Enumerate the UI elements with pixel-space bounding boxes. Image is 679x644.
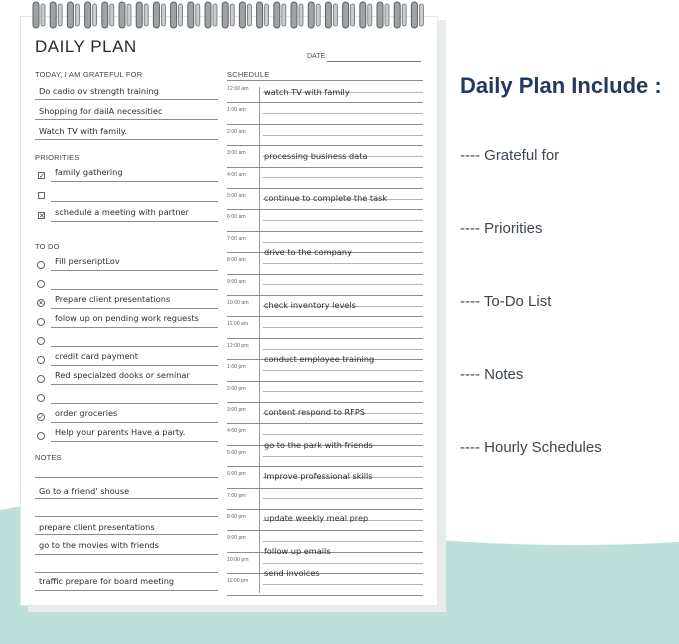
schedule-half-line bbox=[263, 263, 423, 264]
schedule-entry: conduct employee training bbox=[264, 354, 375, 364]
todo-line bbox=[51, 346, 218, 347]
todo-line bbox=[51, 365, 218, 366]
spiral-coil bbox=[291, 2, 297, 28]
time-label: 11:00 pm bbox=[227, 578, 249, 585]
todo-line bbox=[51, 270, 218, 271]
notes-line bbox=[35, 590, 218, 591]
schedule-hour-line bbox=[227, 145, 423, 146]
todo-item: Red specialzed dooks or seminar bbox=[55, 370, 190, 380]
schedule-half-line bbox=[263, 498, 423, 499]
todo-item: credit card payment bbox=[55, 351, 139, 361]
spiral-coil bbox=[50, 2, 56, 28]
schedule-half-line bbox=[263, 349, 423, 350]
spiral-coil bbox=[179, 4, 183, 26]
spiral-coil bbox=[119, 2, 125, 28]
todo-item: Help your parents Have a party. bbox=[55, 427, 186, 437]
schedule-entry: go to the park with friends bbox=[264, 440, 373, 450]
grateful-item: Watch TV with family. bbox=[39, 126, 127, 136]
schedule-hour-line bbox=[227, 231, 423, 232]
schedule-entry: update weekly meal prep bbox=[264, 513, 369, 523]
priority-checkbox[interactable]: ✓ bbox=[39, 172, 45, 180]
schedule-hour-line bbox=[227, 423, 423, 424]
notes-line bbox=[35, 554, 218, 555]
time-label: 3:00 pm bbox=[227, 407, 246, 413]
spiral-coil bbox=[85, 2, 91, 28]
spiral-coil bbox=[58, 4, 62, 26]
schedule-entry: follow up emails bbox=[264, 546, 331, 556]
spiral-coil bbox=[394, 2, 400, 28]
todo-checkbox[interactable] bbox=[37, 318, 45, 326]
priority-line bbox=[51, 201, 218, 202]
todo-line bbox=[51, 422, 218, 423]
schedule-heading: SCHEDULE bbox=[227, 70, 270, 79]
todo-checkbox[interactable] bbox=[37, 356, 45, 364]
todo-line bbox=[51, 441, 218, 442]
time-label: 5:00 pm bbox=[227, 449, 246, 456]
schedule-divider bbox=[259, 87, 260, 593]
notes-line bbox=[35, 477, 218, 478]
spiral-coil bbox=[360, 2, 366, 28]
spiral-coil bbox=[110, 4, 114, 26]
spiral-coil bbox=[411, 2, 417, 28]
schedule-entry: Improve professional skills bbox=[264, 471, 373, 481]
schedule-hour-line bbox=[227, 124, 423, 125]
spiral-coil bbox=[161, 4, 165, 26]
time-label: 6:00 pm bbox=[227, 471, 246, 478]
schedule-entry: send invoices bbox=[264, 568, 320, 578]
schedule-half-line bbox=[263, 113, 423, 114]
daily-plan-page bbox=[20, 16, 438, 606]
schedule-hour-line bbox=[227, 295, 423, 296]
schedule-top-line bbox=[227, 80, 423, 81]
schedule-half-line bbox=[263, 177, 423, 178]
todo-checkbox[interactable] bbox=[37, 337, 45, 345]
schedule-half-line bbox=[263, 370, 423, 371]
time-label: 4:00 am bbox=[227, 171, 246, 178]
todo-line bbox=[51, 308, 218, 309]
spiral-coil bbox=[257, 2, 263, 28]
spiral-coil bbox=[274, 2, 280, 28]
todo-line bbox=[51, 384, 218, 385]
schedule-hour-line bbox=[227, 595, 423, 596]
spiral-coil bbox=[188, 2, 194, 28]
spiral-coil bbox=[419, 4, 423, 26]
spiral-coil bbox=[75, 4, 79, 26]
spiral-coil bbox=[136, 2, 142, 28]
spiral-coil bbox=[102, 2, 108, 28]
time-label: 8:00 pm bbox=[227, 514, 246, 520]
sidebar-item: ---- To-Do List bbox=[460, 293, 552, 310]
schedule-half-line bbox=[263, 456, 423, 457]
spiral-coil bbox=[385, 4, 389, 26]
time-label: 5:00 am bbox=[227, 193, 246, 199]
schedule-entry: drive to the company bbox=[264, 247, 352, 257]
schedule-hour-line bbox=[227, 402, 423, 403]
note-item: traffic prepare for board meeting bbox=[39, 576, 175, 586]
spiral-coil bbox=[368, 4, 372, 26]
spiral-coil bbox=[377, 2, 383, 28]
schedule-half-line bbox=[263, 284, 423, 285]
schedule-hour-line bbox=[227, 209, 423, 210]
spiral-coil bbox=[308, 2, 314, 28]
spiral-coil bbox=[222, 2, 228, 28]
todo-checkbox[interactable]: ✓ bbox=[38, 413, 44, 421]
schedule-half-line bbox=[263, 242, 423, 243]
schedule-half-line bbox=[263, 584, 423, 585]
sidebar-item: ---- Hourly Schedules bbox=[460, 439, 602, 456]
notes-line bbox=[35, 498, 218, 499]
todo-item: order groceries bbox=[55, 408, 118, 418]
grateful-item: Shopping for dailA necessitiec bbox=[39, 106, 163, 116]
spiral-coil bbox=[127, 4, 131, 26]
sidebar-item: ---- Grateful for bbox=[460, 147, 560, 164]
todo-checkbox[interactable] bbox=[37, 280, 45, 288]
sidebar-title: Daily Plan Include : bbox=[460, 73, 662, 98]
todo-item: Fill perseriptLov bbox=[55, 256, 120, 266]
time-label: 10:00 pm bbox=[227, 556, 249, 563]
spiral-coil bbox=[144, 4, 148, 26]
grateful-heading: TODAY, I AM GRATEFUL FOR bbox=[35, 70, 143, 79]
time-label: 6:00 am bbox=[227, 214, 246, 221]
notes-line bbox=[35, 534, 218, 535]
schedule-half-line bbox=[263, 327, 423, 328]
time-label: 1:00 pm bbox=[227, 364, 246, 371]
date-line bbox=[327, 61, 421, 62]
spiral-coil bbox=[93, 4, 97, 26]
schedule-hour-line bbox=[227, 381, 423, 382]
schedule-half-line bbox=[263, 391, 423, 392]
priority-line bbox=[51, 181, 218, 182]
priority-checkbox[interactable] bbox=[38, 192, 45, 199]
time-label: 10:00 am bbox=[227, 300, 249, 306]
time-label: 11:00 am bbox=[227, 321, 249, 328]
spiral-coil bbox=[265, 4, 269, 26]
sidebar-item: ---- Priorities bbox=[460, 220, 543, 237]
schedule-entry: continue to complete the task bbox=[264, 193, 388, 203]
grateful-line bbox=[35, 119, 218, 120]
schedule-hour-line bbox=[227, 338, 423, 339]
grateful-item: Do cadio ov strength training bbox=[39, 86, 159, 96]
schedule-half-line bbox=[263, 563, 423, 564]
spiral-coil bbox=[213, 4, 217, 26]
todo-heading: TO DO bbox=[35, 242, 60, 251]
time-label: 2:00 pm bbox=[227, 385, 246, 392]
spiral-coil bbox=[247, 4, 251, 26]
time-label: 9:00 pm bbox=[227, 535, 246, 542]
schedule-hour-line bbox=[227, 488, 423, 489]
spiral-binding bbox=[30, 0, 430, 30]
time-label: 2:00 am bbox=[227, 128, 246, 135]
spiral-coil bbox=[402, 4, 406, 26]
note-item: Go to a friend' shouse bbox=[39, 486, 130, 496]
spiral-coil bbox=[230, 4, 234, 26]
schedule-hour-line bbox=[227, 102, 423, 103]
time-label: 4:00 pm bbox=[227, 428, 246, 435]
spiral-coil bbox=[333, 4, 337, 26]
priority-item: family gathering bbox=[55, 167, 123, 177]
schedule-half-line bbox=[263, 135, 423, 136]
spiral-coil bbox=[299, 4, 303, 26]
schedule-hour-line bbox=[227, 509, 423, 510]
spiral-coil bbox=[351, 4, 355, 26]
time-label: 3:00 am bbox=[227, 150, 246, 157]
spiral-coil bbox=[343, 2, 349, 28]
schedule-hour-line bbox=[227, 274, 423, 275]
schedule-hour-line bbox=[227, 316, 423, 317]
schedule-hour-line bbox=[227, 188, 423, 189]
spiral-coil bbox=[325, 2, 331, 28]
priorities-heading: PRIORITIES bbox=[35, 153, 80, 162]
note-item: go to the movies with friends bbox=[39, 540, 159, 550]
todo-item: Prepare client presentations bbox=[55, 294, 171, 304]
schedule-half-line bbox=[263, 220, 423, 221]
spiral-coil bbox=[171, 2, 177, 28]
schedule-hour-line bbox=[227, 530, 423, 531]
page-title: DAILY PLAN bbox=[35, 37, 137, 56]
priority-line bbox=[51, 221, 218, 222]
spiral-coil bbox=[33, 2, 39, 28]
todo-checkbox[interactable] bbox=[37, 261, 45, 269]
schedule-hour-line bbox=[227, 466, 423, 467]
spiral-coil bbox=[316, 4, 320, 26]
todo-checkbox[interactable] bbox=[37, 394, 45, 402]
schedule-entry: watch TV with family bbox=[264, 87, 350, 97]
spiral-coil bbox=[41, 4, 45, 26]
todo-line bbox=[51, 289, 218, 290]
date-label: DATE: bbox=[307, 53, 328, 60]
schedule-half-line bbox=[263, 434, 423, 435]
notes-line bbox=[35, 516, 218, 517]
time-label: 7:00 pm bbox=[227, 492, 246, 499]
schedule-hour-line bbox=[227, 167, 423, 168]
todo-checkbox[interactable]: ✕ bbox=[38, 299, 44, 307]
schedule-entry: check inventory levels bbox=[264, 300, 356, 310]
schedule-hour-line bbox=[227, 573, 423, 574]
todo-item: folow up on pending work reguests bbox=[55, 313, 199, 323]
spiral-coil bbox=[196, 4, 200, 26]
spiral-coil bbox=[239, 2, 245, 28]
time-label: 12:00 pm bbox=[227, 342, 249, 349]
sidebar-item: ---- Notes bbox=[460, 366, 524, 383]
todo-line bbox=[51, 327, 218, 328]
grateful-line bbox=[35, 99, 218, 100]
spiral-coil bbox=[67, 2, 73, 28]
schedule-half-line bbox=[263, 541, 423, 542]
note-item: prepare client presentations bbox=[39, 522, 155, 532]
priority-checkbox[interactable]: ✕ bbox=[39, 212, 45, 220]
notes-heading: NOTES bbox=[35, 453, 62, 462]
spiral-coil bbox=[205, 2, 211, 28]
time-label: 12:00 am bbox=[227, 86, 249, 92]
spiral-coil bbox=[153, 2, 159, 28]
schedule-entry: processing business data bbox=[264, 151, 368, 161]
time-label: 7:00 am bbox=[227, 235, 246, 242]
spiral-coil bbox=[282, 4, 286, 26]
todo-checkbox[interactable] bbox=[37, 375, 45, 383]
time-label: 9:00 am bbox=[227, 278, 246, 285]
grateful-line bbox=[35, 139, 218, 140]
schedule-entry: content respond to RFPS bbox=[264, 407, 365, 417]
notes-line bbox=[35, 572, 218, 573]
priority-item: schedule a meeting with partner bbox=[55, 207, 189, 217]
time-label: 8:00 am bbox=[227, 257, 246, 264]
todo-checkbox[interactable] bbox=[37, 432, 45, 440]
todo-line bbox=[51, 403, 218, 404]
time-label: 1:00 am bbox=[227, 107, 246, 114]
